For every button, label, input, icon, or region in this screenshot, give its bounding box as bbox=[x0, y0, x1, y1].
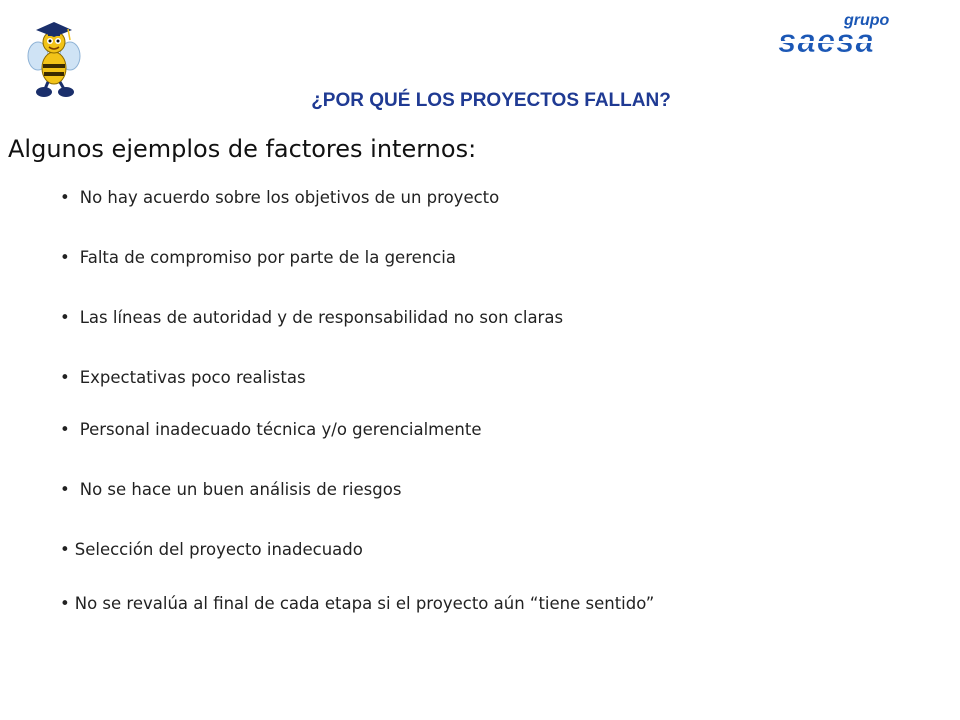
bullet-dot: • bbox=[60, 308, 70, 327]
bullet-dot: • bbox=[60, 480, 70, 499]
list-item-text: Las líneas de autoridad y de responsabilidad no son claras bbox=[79, 308, 564, 327]
bullet-dot: • bbox=[60, 188, 70, 207]
slide-heading: ¿POR QUÉ LOS PROYECTOS FALLAN? bbox=[311, 90, 671, 111]
list-item bbox=[60, 540, 363, 559]
list-item bbox=[60, 480, 401, 499]
bullet-dot: • bbox=[60, 540, 70, 559]
list-item bbox=[60, 594, 654, 613]
list-item-text: Personal inadecuado técnica y/o gerencialmente bbox=[79, 420, 482, 439]
bullet-dot: • bbox=[60, 368, 70, 387]
list-item-text: No se hace un buen análisis de riesgos bbox=[79, 480, 402, 499]
list-item-text: Falta de compromiso por parte de la gerencia bbox=[79, 248, 456, 267]
list-item-text: No se revalúa al final de cada etapa si el proyecto aún “tiene sentido” bbox=[74, 594, 655, 613]
list-item bbox=[60, 308, 563, 327]
grupo-saesa-logo bbox=[776, 10, 946, 54]
list-item-text: Selección del proyecto inadecuado bbox=[74, 540, 363, 559]
logo-top-text: grupo bbox=[844, 12, 890, 29]
logo-main-text: saesa bbox=[778, 22, 875, 54]
list-item-text: No hay acuerdo sobre los objetivos de un proyecto bbox=[79, 188, 500, 207]
list-item bbox=[60, 248, 456, 267]
bullet-dot: • bbox=[60, 248, 70, 267]
graduate-bee-mascot-icon bbox=[22, 12, 86, 102]
list-item bbox=[60, 188, 499, 207]
bullet-dot: • bbox=[60, 594, 70, 613]
list-item bbox=[60, 420, 482, 439]
list-item-text: Expectativas poco realistas bbox=[79, 368, 306, 387]
list-item bbox=[60, 368, 306, 387]
bullet-dot: • bbox=[60, 420, 70, 439]
slide-subtitle: Algunos ejemplos de factores internos: bbox=[8, 135, 477, 163]
